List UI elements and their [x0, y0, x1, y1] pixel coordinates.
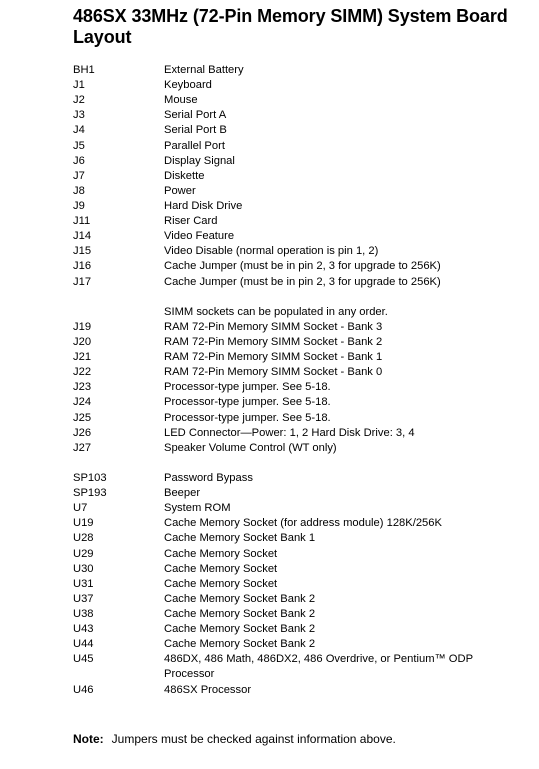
component-row: [73, 577, 533, 592]
component-description: Processor-type jumper. See 5-18.: [164, 396, 331, 409]
component-description: RAM 72-Pin Memory SIMM Socket - Bank 0: [164, 366, 383, 379]
component-description: Riser Card: [164, 215, 218, 228]
note-text: Jumpers must be checked against information above.: [111, 732, 396, 746]
component-description: SIMM sockets can be populated in any order.: [164, 305, 388, 318]
component-description: System ROM: [164, 502, 231, 515]
note-label: Note:: [73, 732, 104, 746]
component-ref: J9: [73, 199, 85, 212]
component-description: Cache Memory Socket: [164, 547, 278, 560]
component-description: Cache Memory Socket Bank 2: [164, 623, 316, 636]
component-ref: J8: [73, 184, 85, 197]
component-ref: U46: [73, 683, 94, 696]
component-row: [73, 531, 533, 546]
component-ref: U45: [73, 653, 94, 666]
component-ref: U37: [73, 592, 94, 605]
component-row: [73, 335, 533, 350]
component-ref: J5: [73, 139, 85, 152]
component-ref: U28: [73, 532, 94, 545]
component-row: [73, 229, 533, 244]
component-ref: J3: [73, 109, 85, 122]
component-description: Cache Memory Socket (for address module) 128K/256K: [164, 517, 442, 530]
component-description: 486DX, 486 Math, 486DX2, 486 Overdrive, or Pentium™ ODP Processor: [164, 653, 474, 681]
component-row: [73, 275, 533, 290]
component-description: Cache Memory Socket Bank 2: [164, 607, 316, 620]
component-row: [73, 123, 533, 138]
component-row: [73, 607, 533, 622]
component-ref: J23: [73, 381, 92, 394]
component-description: Power: [164, 184, 196, 197]
component-description: External Battery: [164, 64, 244, 76]
component-ref: J22: [73, 366, 92, 379]
component-ref: U29: [73, 547, 94, 560]
component-ref: J26: [73, 426, 92, 439]
component-description: Serial Port A: [164, 109, 227, 122]
component-description: Hard Disk Drive: [164, 199, 243, 212]
component-ref: BH1: [73, 64, 95, 76]
component-ref: SP103: [73, 471, 107, 484]
component-description: Diskette: [164, 169, 205, 182]
component-row: [73, 501, 533, 516]
component-row: [73, 365, 533, 380]
component-row: [73, 214, 533, 229]
component-row: [73, 547, 533, 562]
component-ref: J16: [73, 260, 92, 273]
component-description: RAM 72-Pin Memory SIMM Socket - Bank 1: [164, 351, 383, 364]
component-row: [73, 516, 533, 531]
component-row: [73, 486, 533, 501]
component-ref: J15: [73, 245, 92, 258]
component-row: [73, 622, 533, 637]
component-description: Cache Memory Socket Bank 1: [164, 532, 316, 545]
component-description: Keyboard: [164, 79, 212, 92]
component-ref: J6: [73, 154, 85, 167]
component-ref: J25: [73, 411, 92, 424]
component-description: Display Signal: [164, 154, 235, 167]
component-ref: U38: [73, 607, 94, 620]
component-row: [73, 350, 533, 365]
component-ref: U44: [73, 638, 94, 651]
component-ref: J24: [73, 396, 92, 409]
component-ref: J14: [73, 230, 92, 243]
component-description: Parallel Port: [164, 139, 225, 152]
component-row: [73, 652, 533, 682]
component-description: LED Connector—Power: 1, 2 Hard Disk Drive: 3, 4: [164, 426, 415, 439]
component-ref: U31: [73, 577, 94, 590]
component-description: Beeper: [164, 487, 201, 500]
component-ref: J1: [73, 79, 85, 92]
component-row: [73, 441, 533, 456]
component-ref: J21: [73, 351, 92, 364]
component-row: [73, 93, 533, 108]
component-ref: J4: [73, 124, 85, 137]
component-description: RAM 72-Pin Memory SIMM Socket - Bank 2: [164, 335, 383, 348]
component-row: [73, 471, 533, 486]
component-row: [73, 683, 533, 698]
component-row: [73, 199, 533, 214]
component-description: Cache Jumper (must be in pin 2, 3 for upgrade to 256K): [164, 275, 441, 288]
component-row: [73, 139, 533, 154]
component-description: Cache Memory Socket Bank 2: [164, 638, 316, 651]
component-ref: SP193: [73, 487, 107, 500]
footnote: [73, 731, 396, 747]
component-row: [73, 244, 533, 259]
component-list: [73, 63, 533, 698]
component-ref: J2: [73, 94, 85, 107]
component-description: Cache Memory Socket: [164, 577, 278, 590]
component-description: 486SX Processor: [164, 683, 252, 696]
component-description: Video Disable (normal operation is pin 1, 2): [164, 245, 379, 258]
component-row: [73, 380, 533, 395]
component-row: [73, 78, 533, 93]
component-ref: J19: [73, 320, 92, 333]
component-row: [73, 320, 533, 335]
component-row: [73, 305, 533, 320]
page-title: 486SX 33MHz (72-Pin Memory SIMM) System Board Layout: [73, 6, 508, 47]
component-description: Processor-type jumper. See 5-18.: [164, 381, 331, 394]
component-description: Serial Port B: [164, 124, 227, 137]
component-description: Processor-type jumper. See 5-18.: [164, 411, 331, 424]
group-spacer: [73, 456, 533, 471]
component-row: [73, 184, 533, 199]
component-row: [73, 108, 533, 123]
component-ref: J20: [73, 335, 92, 348]
component-description: Mouse: [164, 94, 198, 107]
component-row: [73, 395, 533, 410]
component-row: [73, 63, 533, 78]
component-row: [73, 562, 533, 577]
component-description: RAM 72-Pin Memory SIMM Socket - Bank 3: [164, 320, 383, 333]
component-ref: U30: [73, 562, 94, 575]
component-ref: J11: [73, 215, 91, 228]
component-ref: U7: [73, 502, 88, 515]
component-row: [73, 154, 533, 169]
component-row: [73, 426, 533, 441]
component-ref: U43: [73, 623, 94, 636]
component-description: Speaker Volume Control (WT only): [164, 441, 337, 454]
component-row: [73, 169, 533, 184]
component-row: [73, 592, 533, 607]
component-ref: J27: [73, 441, 92, 454]
component-description: Password Bypass: [164, 471, 253, 484]
component-row: [73, 411, 533, 426]
component-ref: U19: [73, 517, 94, 530]
component-ref: J7: [73, 169, 85, 182]
component-ref: J17: [73, 275, 92, 288]
component-description: Video Feature: [164, 230, 235, 243]
component-description: Cache Memory Socket Bank 2: [164, 592, 316, 605]
group-spacer: [73, 290, 533, 305]
component-description: Cache Memory Socket: [164, 562, 278, 575]
component-row: [73, 259, 533, 274]
component-row: [73, 637, 533, 652]
component-description: Cache Jumper (must be in pin 2, 3 for upgrade to 256K): [164, 260, 441, 273]
